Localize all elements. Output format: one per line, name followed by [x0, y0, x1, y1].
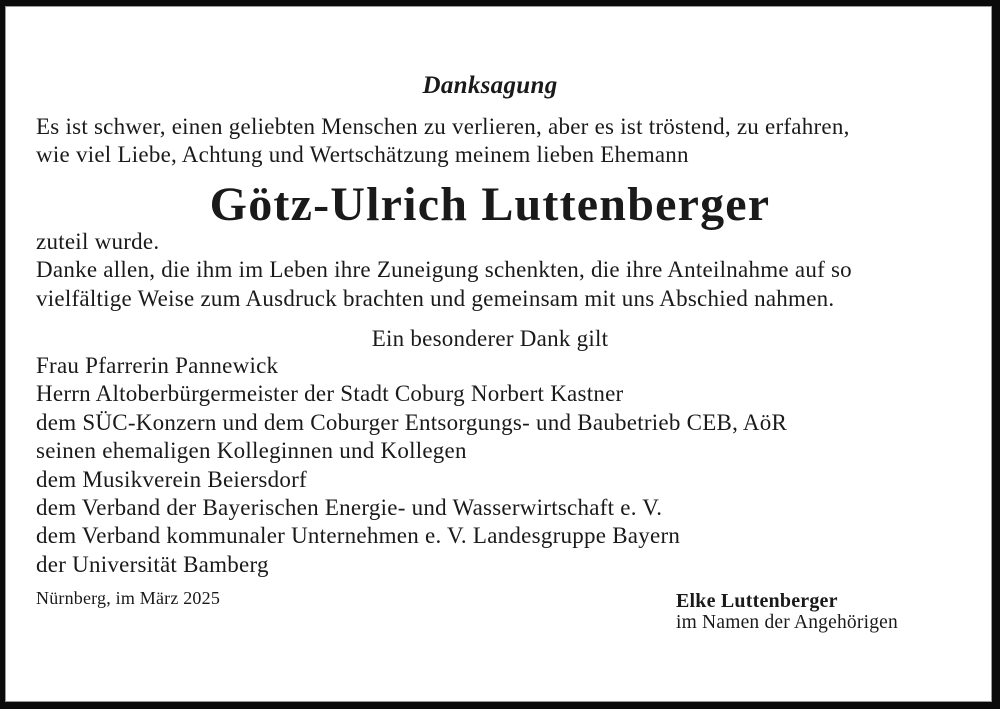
signature-subtitle: im Namen der Angehörigen [676, 612, 898, 633]
signature-name: Elke Luttenberger [676, 590, 838, 612]
intro-paragraph [36, 113, 944, 170]
thanks-list [36, 352, 944, 579]
thanks-item: seinen ehemaligen Kolleginnen und Kollegen [36, 438, 467, 464]
body-line: zuteil wurde. [36, 229, 160, 254]
signature-block [676, 591, 898, 632]
thanks-item: der Universität Bamberg [36, 551, 269, 577]
thanks-item: dem Verband der Bayerischen Energie- und Wasserwirtschaft e. V. [36, 495, 663, 521]
obituary-notice [36, 7, 944, 701]
body-line: vielfältige Weise zum Ausdruck brachten und gemeinsam mit uns Abschied nahmen. [36, 285, 835, 311]
body-paragraph [36, 228, 944, 313]
obituary-sheet [6, 7, 991, 701]
dateline: Nürnberg, im März 2025 [36, 588, 221, 608]
intro-line: Es ist schwer, einen geliebten Menschen zu verlieren, aber es ist tröstend, zu erfahren, [36, 114, 850, 139]
notice-kicker: Danksagung [422, 72, 558, 99]
thanks-item: Herrn Altoberbürgermeister der Stadt Coburg Norbert Kastner [36, 381, 624, 407]
deceased-name: Götz-Ulrich Luttenberger [209, 178, 771, 231]
intro-line: wie viel Liebe, Achtung und Wertschätzung meinem lieben Ehemann [36, 142, 689, 168]
thanks-item: Frau Pfarrerin Pannewick [36, 353, 279, 378]
thanks-item: dem SÜC-Konzern und dem Coburger Entsorgungs- und Baubetrieb CEB, AöR [36, 409, 788, 435]
body-line: Danke allen, die ihm im Leben ihre Zuneigung schenkten, die ihre Anteilnahme auf so [36, 257, 852, 283]
thanks-item: dem Verband kommunaler Unternehmen e. V. Landesgruppe Bayern [36, 523, 681, 549]
special-thanks-heading: Ein besonderer Dank gilt [371, 326, 609, 351]
thanks-item: dem Musikverein Beiersdorf [36, 466, 307, 492]
